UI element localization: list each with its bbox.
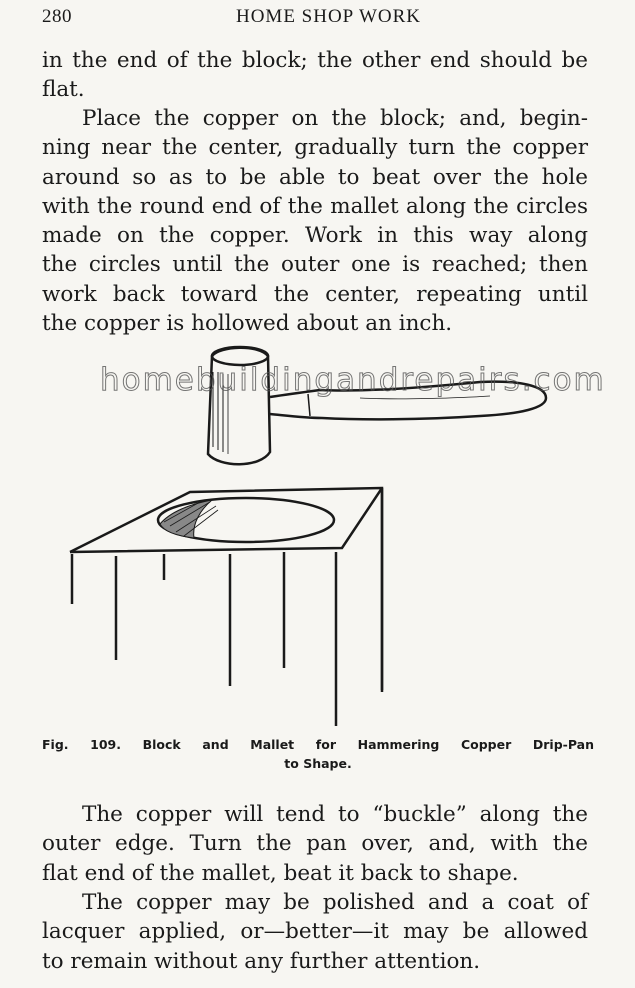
- text-line: outer edge. Turn the pan over, and, with the: [42, 831, 588, 857]
- text-line: The copper will tend to “buckle” along the: [82, 802, 588, 827]
- text-line: to remain without any further attention.: [42, 948, 481, 974]
- paragraph-continued: [42, 46, 588, 105]
- watermark: homebuildingandrepairs.com: [100, 362, 606, 398]
- text-line: around so as to be able to beat over the hole: [42, 164, 588, 190]
- mallet-and-block-illustration: [60, 342, 560, 732]
- text-line: flat.: [42, 77, 85, 103]
- paragraph-polish: [42, 888, 588, 976]
- paragraph-place-copper: [42, 104, 588, 338]
- text-line: flat end of the mallet, beat it back to shape.: [42, 860, 519, 886]
- text-line: ning near the center, gradually turn the copper: [42, 135, 588, 161]
- text-line: in the end of the block; the other end should be: [42, 48, 588, 73]
- text-line: lacquer applied, or—better—it may be allowed: [42, 919, 588, 945]
- text-line: work back toward the center, repeating until: [42, 281, 588, 307]
- text-line: The copper may be polished and a coat of: [82, 890, 588, 915]
- page-header: [42, 6, 595, 30]
- block-drawing: [70, 488, 382, 726]
- running-head: HOME SHOP WORK: [235, 6, 422, 27]
- text-line: the circles until the outer one is reached; then: [42, 252, 588, 278]
- text-line: made on the copper. Work in this way along: [42, 223, 588, 249]
- text-line: Place the copper on the block; and, begin-: [82, 106, 588, 131]
- caption-line: Fig. 109. Block and Mallet for Hammering Copper Drip-Pan: [42, 737, 594, 752]
- figure-caption: [42, 735, 594, 773]
- text-line: with the round end of the mallet along the circles: [42, 193, 588, 219]
- paragraph-buckle: [42, 800, 588, 888]
- page-number: 280: [42, 6, 72, 27]
- caption-line: to Shape.: [284, 756, 352, 771]
- text-line: the copper is hollowed about an inch.: [42, 311, 453, 337]
